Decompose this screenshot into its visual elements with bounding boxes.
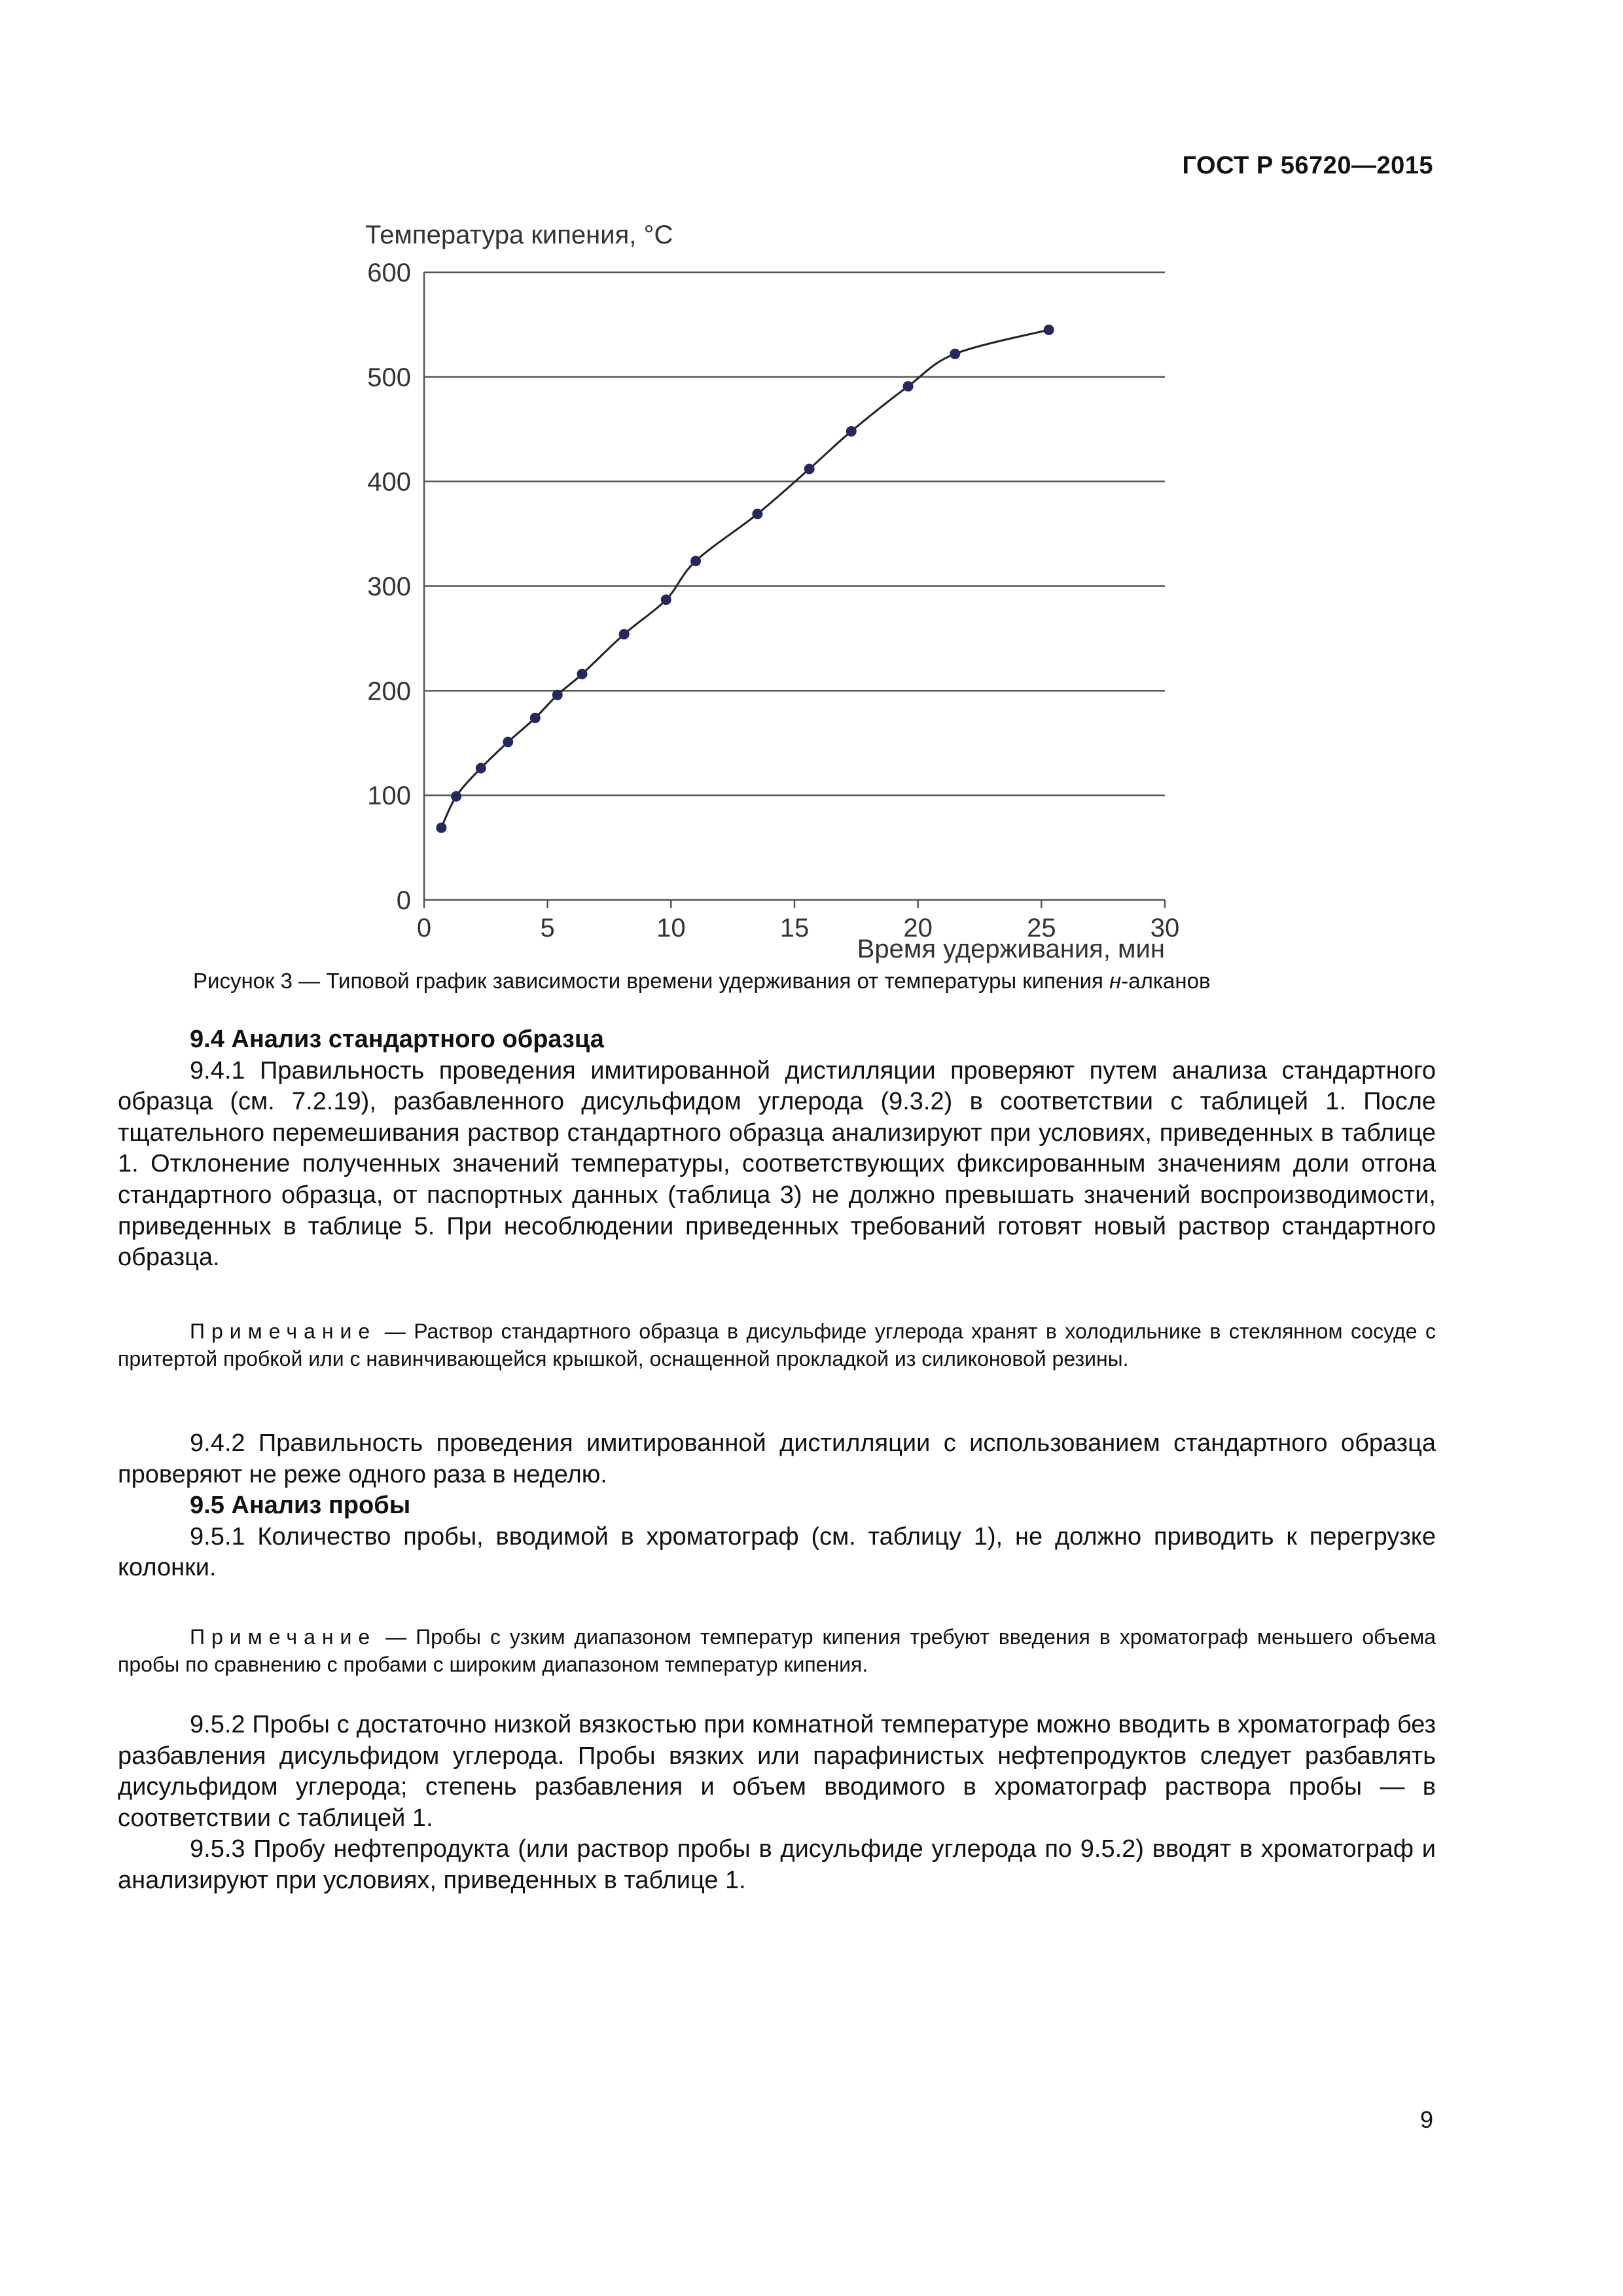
section-heading: 9.5 Анализ пробы xyxy=(190,1492,411,1520)
caption-suffix: -алканов xyxy=(1121,969,1211,993)
note-9-4 xyxy=(118,1318,1436,1372)
paragraph-9-5-1: 9.5.1 Количество пробы, вводимой в хроматограф (см. таблицу 1), не должно приводить к перегрузке колонки. xyxy=(118,1522,1436,1582)
y-tick-label: 100 xyxy=(367,781,411,811)
data-point xyxy=(804,463,815,474)
section-9-4 xyxy=(118,1024,1436,1274)
data-point xyxy=(577,669,587,679)
y-tick-label: 200 xyxy=(367,677,411,706)
series-line xyxy=(441,330,1048,828)
paragraph-9-5-3: 9.5.3 Пробу нефтепродукта (или раствор пробы в дисульфиде углерода по 9.5.2) вводят в хроматограф и анализируют при условиях, приведенных в таблице 1. xyxy=(118,1835,1436,1894)
note-label: Примечание xyxy=(190,1625,377,1649)
x-tick-label: 5 xyxy=(540,914,555,942)
x-tick-label: 20 xyxy=(903,914,933,942)
x-tick-label: 25 xyxy=(1027,914,1056,942)
caption-prefix: Рисунок 3 — Типовой график зависимости времени удерживания от температуры кипения xyxy=(193,969,1110,993)
paragraph-9-5-2: 9.5.2 Пробы с достаточно низкой вязкостью при комнатной температуре можно вводить в хроматограф без разбавления дисульфидом углерода. Пробы вязких или парафинистых нефтепродуктов следует разбавлять дисульфидом углерода; степень разбавления и объем вводимого в хроматограф раствора пробы — в соответствии с таблицей 1. xyxy=(118,1711,1436,1832)
section-9-4-2-and-9-5 xyxy=(118,1428,1436,1584)
chart-tick-labels xyxy=(367,259,1179,942)
data-point xyxy=(661,594,671,605)
data-point xyxy=(846,426,857,437)
paragraph-9-4-2: 9.4.2 Правильность проведения имитированной дистилляции с использованием стандартного образца проверяют не реже одного раза в неделю. xyxy=(118,1429,1436,1488)
document-number: ГОСТ Р 56720—2015 xyxy=(1182,152,1433,179)
x-tick-label: 10 xyxy=(656,914,686,942)
data-point xyxy=(752,509,762,519)
y-tick-label: 400 xyxy=(367,467,411,497)
data-point xyxy=(690,556,701,566)
data-point xyxy=(476,763,486,774)
data-point xyxy=(1044,325,1054,335)
section-heading: 9.4 Анализ стандартного образца xyxy=(190,1026,604,1053)
paragraph-9-4-1: 9.4.1 Правильность проведения имитированной дистилляции проверяют путем анализа стандартного образца (см. 7.2.19), разбавленного дисульфидом углерода (9.3.2) в соответствии с таблицей 1. После тщательного перемешивания раствор стандартного образца анализируют при условиях, приведенных в таблице 1. Отклонение полученных значений температуры, соответствующих фиксированным значениям доли отгона стандартного образца, от паспортных данных (таблица 3) не должно превышать значений воспроизводимости, приведенных в таблице 5. При несоблюдении приведенных требований готовят новый раствор стандартного образца. xyxy=(118,1056,1436,1272)
section-9-5-tail xyxy=(118,1710,1436,1897)
caption-italic: н xyxy=(1109,969,1122,993)
data-point xyxy=(950,349,960,359)
data-point xyxy=(503,737,513,747)
data-point xyxy=(903,381,914,391)
y-axis-label: Температура кипения, °С xyxy=(365,221,673,249)
data-point xyxy=(619,629,630,639)
page-number: 9 xyxy=(1419,2106,1433,2133)
note-label: Примечание xyxy=(190,1319,377,1343)
data-point xyxy=(451,791,461,802)
note-text: — Пробы с узким диапазоном температур кипения требуют введения в хроматограф меньшего объема пробы по сравнению с пробами с широким диапазоном температур кипения. xyxy=(118,1625,1436,1676)
data-point xyxy=(436,823,446,833)
boiling-point-chart xyxy=(0,0,1623,969)
x-tick-label: 0 xyxy=(416,914,432,942)
x-axis-label: Время удерживания, мин xyxy=(857,935,1165,963)
note-text: — Раствор стандартного образца в дисульфиде углерода хранят в холодильнике в стеклянном сосуде с притертой пробкой или с навинчивающейся крышкой, оснащенной прокладкой из силиконовой резины. xyxy=(118,1319,1436,1371)
note-9-5 xyxy=(118,1623,1436,1678)
series-points xyxy=(436,325,1054,833)
figure-caption xyxy=(193,969,1211,994)
y-tick-label: 500 xyxy=(367,363,411,392)
x-tick-label: 30 xyxy=(1150,914,1180,942)
data-point xyxy=(530,713,541,723)
x-tick-label: 15 xyxy=(779,914,810,942)
data-point xyxy=(552,690,563,700)
chart-axes xyxy=(424,272,1165,908)
y-tick-label: 600 xyxy=(367,259,411,287)
y-tick-label: 300 xyxy=(367,572,411,601)
y-tick-label: 0 xyxy=(396,886,411,915)
